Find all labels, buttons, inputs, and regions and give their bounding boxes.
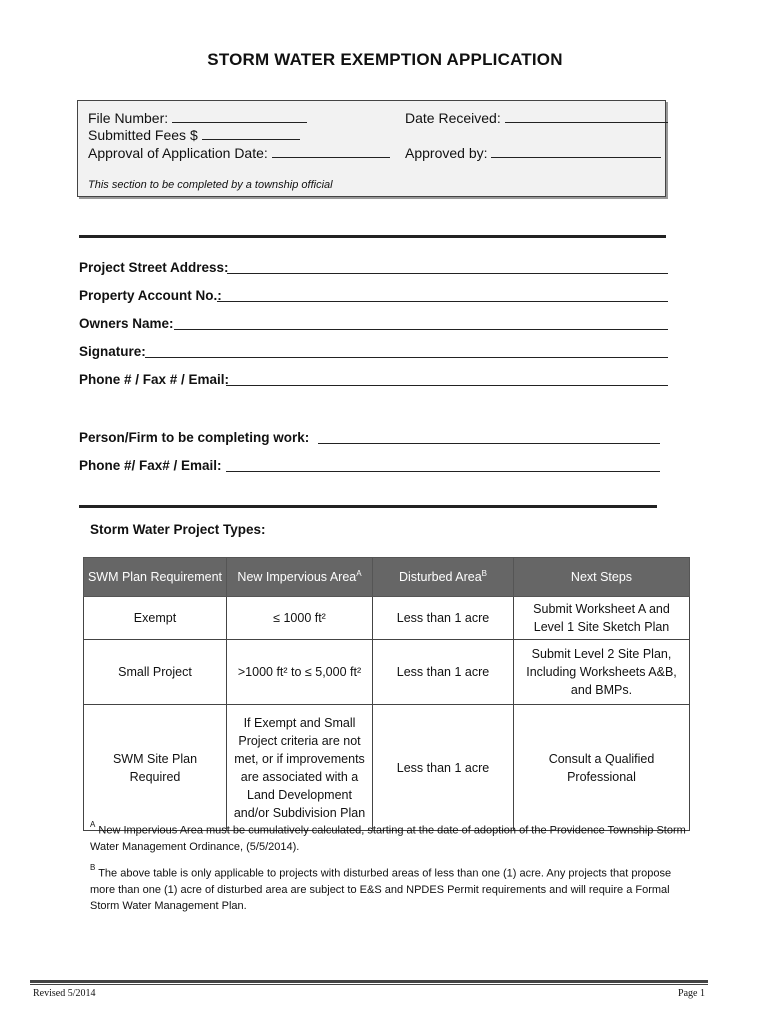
submitted-fees-label: Submitted Fees $	[88, 127, 198, 143]
requirement-cell: SWM Site Plan Required	[84, 705, 227, 831]
impervious-cell: If Exempt and Small Project criteria are not met, or if improvements are associated with a Land Development and/or Subdivision Plan	[227, 705, 373, 831]
col-impervious-header: New Impervious Area$^A$	[227, 558, 373, 597]
street-address-label: Project Street Address:	[79, 260, 229, 275]
file-number-field[interactable]	[88, 110, 307, 126]
next-steps-cell: Submit Worksheet A and Level 1 Site Sketch Plan	[514, 597, 690, 640]
signature-label: Signature:	[79, 344, 146, 359]
completer-contact-line[interactable]	[226, 471, 660, 472]
signature-line[interactable]	[145, 357, 668, 358]
account-no-line[interactable]	[217, 301, 668, 302]
next-steps-cell: Submit Level 2 Site Plan, Including Worksheets A&B, and BMPs.	[514, 640, 690, 705]
section-divider-2	[79, 505, 657, 508]
footnote-b	[90, 862, 690, 914]
file-number-blank[interactable]	[172, 110, 307, 123]
approval-date-label: Approval of Application Date:	[88, 145, 268, 161]
table-row	[84, 640, 690, 705]
table-row	[84, 705, 690, 831]
col-disturbed-header: Disturbed Area$^B$	[373, 558, 514, 597]
street-address-line[interactable]	[227, 273, 668, 274]
col-requirement-header: SWM Plan Requirement	[84, 558, 227, 597]
project-types-table	[83, 557, 690, 831]
requirement-cell: Small Project	[84, 640, 227, 705]
date-received-label: Date Received:	[405, 110, 501, 126]
contact-label: Phone # / Fax # / Email:	[79, 372, 230, 387]
official-use-box	[77, 100, 666, 197]
footer-rule-thin	[30, 984, 708, 985]
footnote-a-text: New Impervious Area must be cumulatively calculated, starting at the date of adoption of the Providence Township Storm Water Management Ordinance, (5/5/2014).	[90, 824, 686, 853]
footnote-b-marker: B	[90, 863, 96, 872]
footnote-a	[90, 819, 690, 855]
requirement-cell: Exempt	[84, 597, 227, 640]
person-firm-label: Person/Firm to be completing work:	[79, 430, 310, 445]
footnote-b-text: The above table is only applicable to projects with disturbed areas of less than one (1) acre. Any projects that propose more than one (1) acre of disturbed area are subject to E&S and NPDES Permit requirements and will require a Formal Storm Water Management Plan.	[90, 867, 672, 912]
approval-date-blank[interactable]	[272, 145, 390, 158]
account-no-label: Property Account No.:	[79, 288, 222, 303]
approved-by-label: Approved by:	[405, 145, 488, 161]
submitted-fees-field[interactable]	[88, 127, 300, 143]
footer-rule	[30, 980, 708, 983]
submitted-fees-blank[interactable]	[202, 127, 300, 140]
disturbed-cell: Less than 1 acre	[373, 640, 514, 705]
approval-date-field[interactable]	[88, 145, 390, 161]
date-received-field[interactable]	[405, 110, 668, 126]
file-number-label: File Number:	[88, 110, 169, 126]
revision-date: Revised 5/2014	[33, 988, 96, 999]
owners-name-line[interactable]	[174, 329, 668, 330]
table-header-row	[84, 558, 690, 597]
contact-line[interactable]	[226, 385, 668, 386]
impervious-cell: ≤ 1000 ft²	[227, 597, 373, 640]
person-firm-line[interactable]	[318, 443, 660, 444]
footnote-a-marker: A	[90, 820, 96, 829]
section-divider	[79, 235, 666, 238]
impervious-cell: >1000 ft² to ≤ 5,000 ft²	[227, 640, 373, 705]
approved-by-blank[interactable]	[491, 145, 661, 158]
official-note: This section to be completed by a township official	[88, 179, 333, 191]
table-row	[84, 597, 690, 640]
disturbed-cell: Less than 1 acre	[373, 705, 514, 831]
disturbed-cell: Less than 1 acre	[373, 597, 514, 640]
approved-by-field[interactable]	[405, 145, 661, 161]
col-next-steps-header: Next Steps	[514, 558, 690, 597]
completer-contact-label: Phone #/ Fax# / Email:	[79, 458, 222, 473]
owners-name-label: Owners Name:	[79, 316, 174, 331]
project-types-heading: Storm Water Project Types:	[90, 522, 266, 537]
next-steps-cell: Consult a Qualified Professional	[514, 705, 690, 831]
date-received-blank[interactable]	[505, 110, 668, 123]
page-title: STORM WATER EXEMPTION APPLICATION	[207, 50, 563, 69]
page-number: Page 1	[678, 988, 705, 999]
